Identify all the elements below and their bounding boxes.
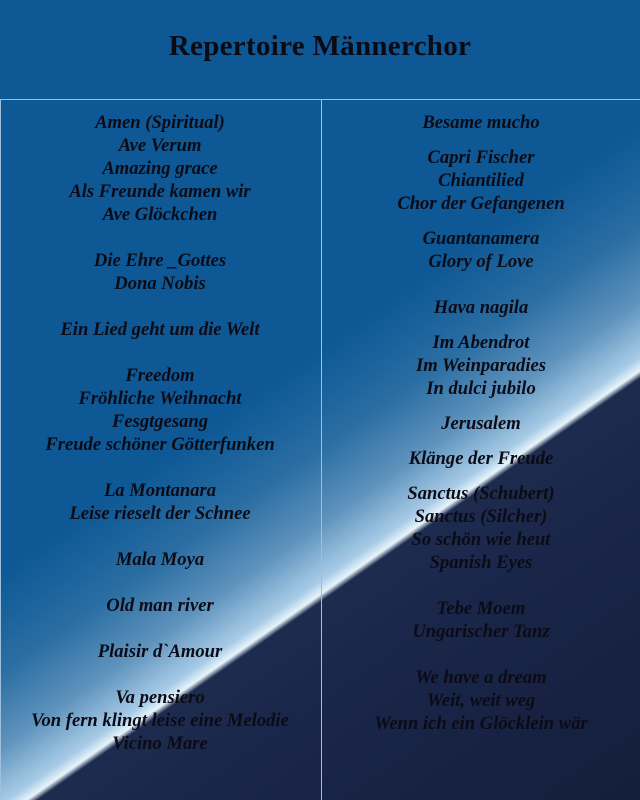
song-title: Glory of Love (428, 251, 534, 272)
song-group (322, 296, 640, 319)
song-list-left (0, 111, 320, 755)
song-title: Im Abendrot (432, 332, 530, 353)
song-title: Ave Glöckchen (102, 204, 218, 225)
song-group (322, 447, 640, 470)
song-title: Plaisir d`Amour (97, 641, 223, 662)
song-title: Guantanamera (422, 228, 540, 249)
song-title: Sanctus (Silcher) (414, 506, 548, 527)
song-title: Besame mucho (422, 112, 540, 133)
song-title: We have a dream (415, 667, 547, 688)
song-title: Chor der Gefangenen (397, 193, 565, 214)
header-divider (0, 99, 640, 100)
song-title: Die Ehre _Gottes (93, 250, 227, 271)
song-title: Capri Fischer (427, 147, 535, 168)
song-title: Von fern klingt leise eine Melodie (31, 710, 289, 731)
song-title: Ave Verum (118, 135, 202, 156)
song-group (322, 146, 640, 215)
song-title: Freude schöner Götterfunken (45, 434, 275, 455)
song-title: Tebe Moem (436, 598, 526, 619)
song-group (0, 594, 320, 617)
song-group (0, 640, 320, 663)
song-title: Klänge der Freude (408, 448, 554, 469)
song-title: Wenn ich ein Glöcklein wär (374, 713, 588, 734)
song-title: Fesgtgesang (111, 411, 209, 432)
song-group (0, 249, 320, 295)
song-group (0, 548, 320, 571)
song-group (0, 318, 320, 341)
song-group (0, 686, 320, 755)
song-title: Freedom (125, 365, 195, 386)
song-title: Sanctus (Schubert) (407, 483, 555, 504)
song-group (0, 111, 320, 226)
song-group (322, 412, 640, 435)
song-title: Als Freunde kamen wir (69, 181, 251, 202)
page-title: Repertoire Männerchor (168, 30, 472, 62)
song-title: Weit, weit weg (426, 690, 536, 711)
song-group (322, 482, 640, 574)
song-title: Va pensiero (115, 687, 205, 708)
song-title: Hava nagila (433, 297, 529, 318)
song-group (322, 111, 640, 134)
song-group (322, 331, 640, 400)
song-group (0, 364, 320, 456)
song-title: Leise rieselt der Schnee (69, 503, 251, 524)
song-title: So schön wie heut (411, 529, 551, 550)
song-title: Ungarischer Tanz (412, 621, 550, 642)
song-group (0, 479, 320, 525)
song-title: Ein Lied geht um die Welt (60, 319, 260, 340)
song-title: Jerusalem (441, 413, 521, 434)
song-title: In dulci jubilo (426, 378, 536, 399)
song-group (322, 666, 640, 735)
song-title: Amazing grace (102, 158, 218, 179)
song-title: Spanish Eyes (429, 552, 533, 573)
song-title: Dona Nobis (114, 273, 206, 294)
song-list-right (322, 111, 640, 735)
song-group (322, 227, 640, 273)
song-title: Im Weinparadies (415, 355, 546, 376)
song-title: Amen (Spiritual) (95, 112, 225, 133)
song-title: La Montanara (103, 480, 217, 501)
song-title: Old man river (106, 595, 214, 616)
song-title: Mala Moya (115, 549, 205, 570)
song-title: Vicino Mare (112, 733, 208, 754)
song-group (322, 597, 640, 643)
song-title: Fröhliche Weihnacht (78, 388, 242, 409)
song-title: Chiantilied (438, 170, 524, 191)
